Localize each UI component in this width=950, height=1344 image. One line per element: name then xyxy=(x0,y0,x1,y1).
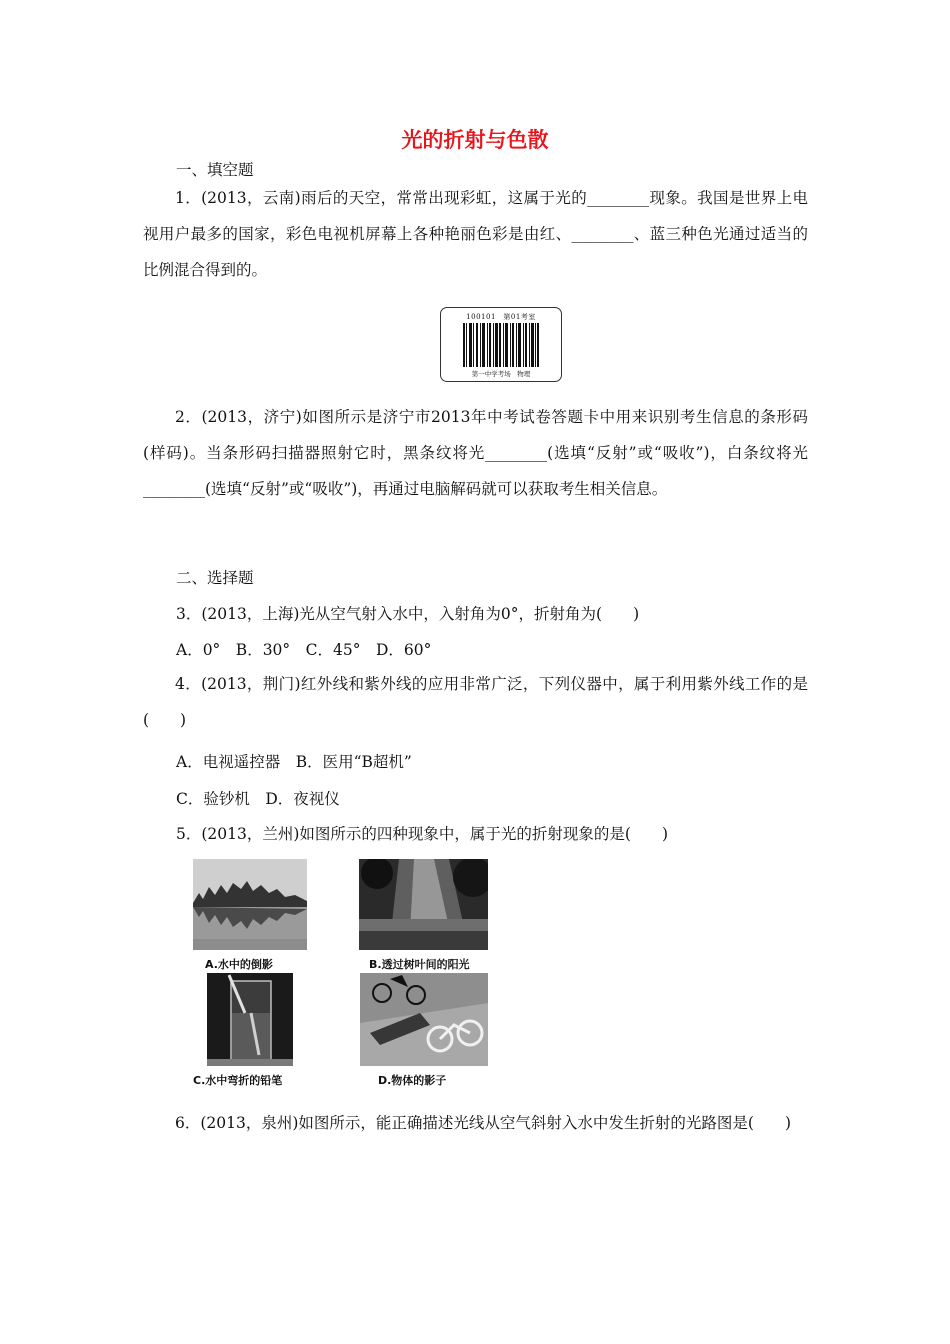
section-heading-fill-in: 一、填空题 xyxy=(176,161,254,179)
barcode-room: 第01考室 xyxy=(503,313,536,321)
photo-b-caption: B.透过树叶间的阳光 xyxy=(369,958,470,971)
lake-reflection-photo xyxy=(193,859,307,950)
sunlight-through-trees-photo xyxy=(359,859,488,950)
question-1: 1．(2013，云南)雨后的天空，常常出现彩虹，这属于光的________现象。我国是世界上电视用户最多的国家，彩色电视机屏幕上各种艳丽色彩是由红、________、蓝三种色光通过适当的比例混合得到的。 xyxy=(143,189,808,279)
question-4-options-row1: A．电视遥控器 B．医用“B超机” xyxy=(176,753,412,771)
barcode-footer: 第一中学考场 物理 xyxy=(471,370,531,378)
question-3: 3．(2013，上海)光从空气射入水中，入射角为0°，折射角为( ) xyxy=(176,605,640,623)
photo-c-caption: C.水中弯折的铅笔 xyxy=(193,1074,283,1087)
question-5: 5．(2013，兰州)如图所示的四种现象中，属于光的折射现象的是( ) xyxy=(176,825,668,843)
page-title: 光的折射与色散 xyxy=(401,128,549,152)
section-heading-choice: 二、选择题 xyxy=(176,569,254,587)
barcode-figure xyxy=(440,307,562,382)
barcode-id: 100101 xyxy=(466,313,496,321)
bicycle-shadow-photo xyxy=(360,973,488,1066)
question-3-options: A．0° B．30° C．45° D．60° xyxy=(176,641,432,659)
question-6: 6．(2013，泉州)如图所示，能正确描述光线从空气斜射入水中发生折射的光路图是( ) xyxy=(175,1114,791,1132)
barcode-bars xyxy=(463,323,539,367)
question-4: 4．(2013，荆门)红外线和紫外线的应用非常广泛，下列仪器中，属于利用紫外线工作的是( ) xyxy=(143,675,808,729)
question-4-options-row2: C．验钞机 D．夜视仪 xyxy=(176,790,340,808)
pencil-in-water-photo xyxy=(207,973,293,1066)
photo-a-caption: A.水中的倒影 xyxy=(205,958,273,971)
barcode-header xyxy=(441,312,561,322)
photo-d-caption: D.物体的影子 xyxy=(378,1074,447,1087)
question-2: 2．(2013，济宁)如图所示是济宁市2013年中考试卷答题卡中用来识别考生信息的条形码(样码)。当条形码扫描器照射它时，黑条纹将光________(选填“反射”或“吸收”)，白条纹将光________(选填“反射”或“吸收”)，再通过电脑解码就可以获取考生相关信息。 xyxy=(143,408,808,498)
